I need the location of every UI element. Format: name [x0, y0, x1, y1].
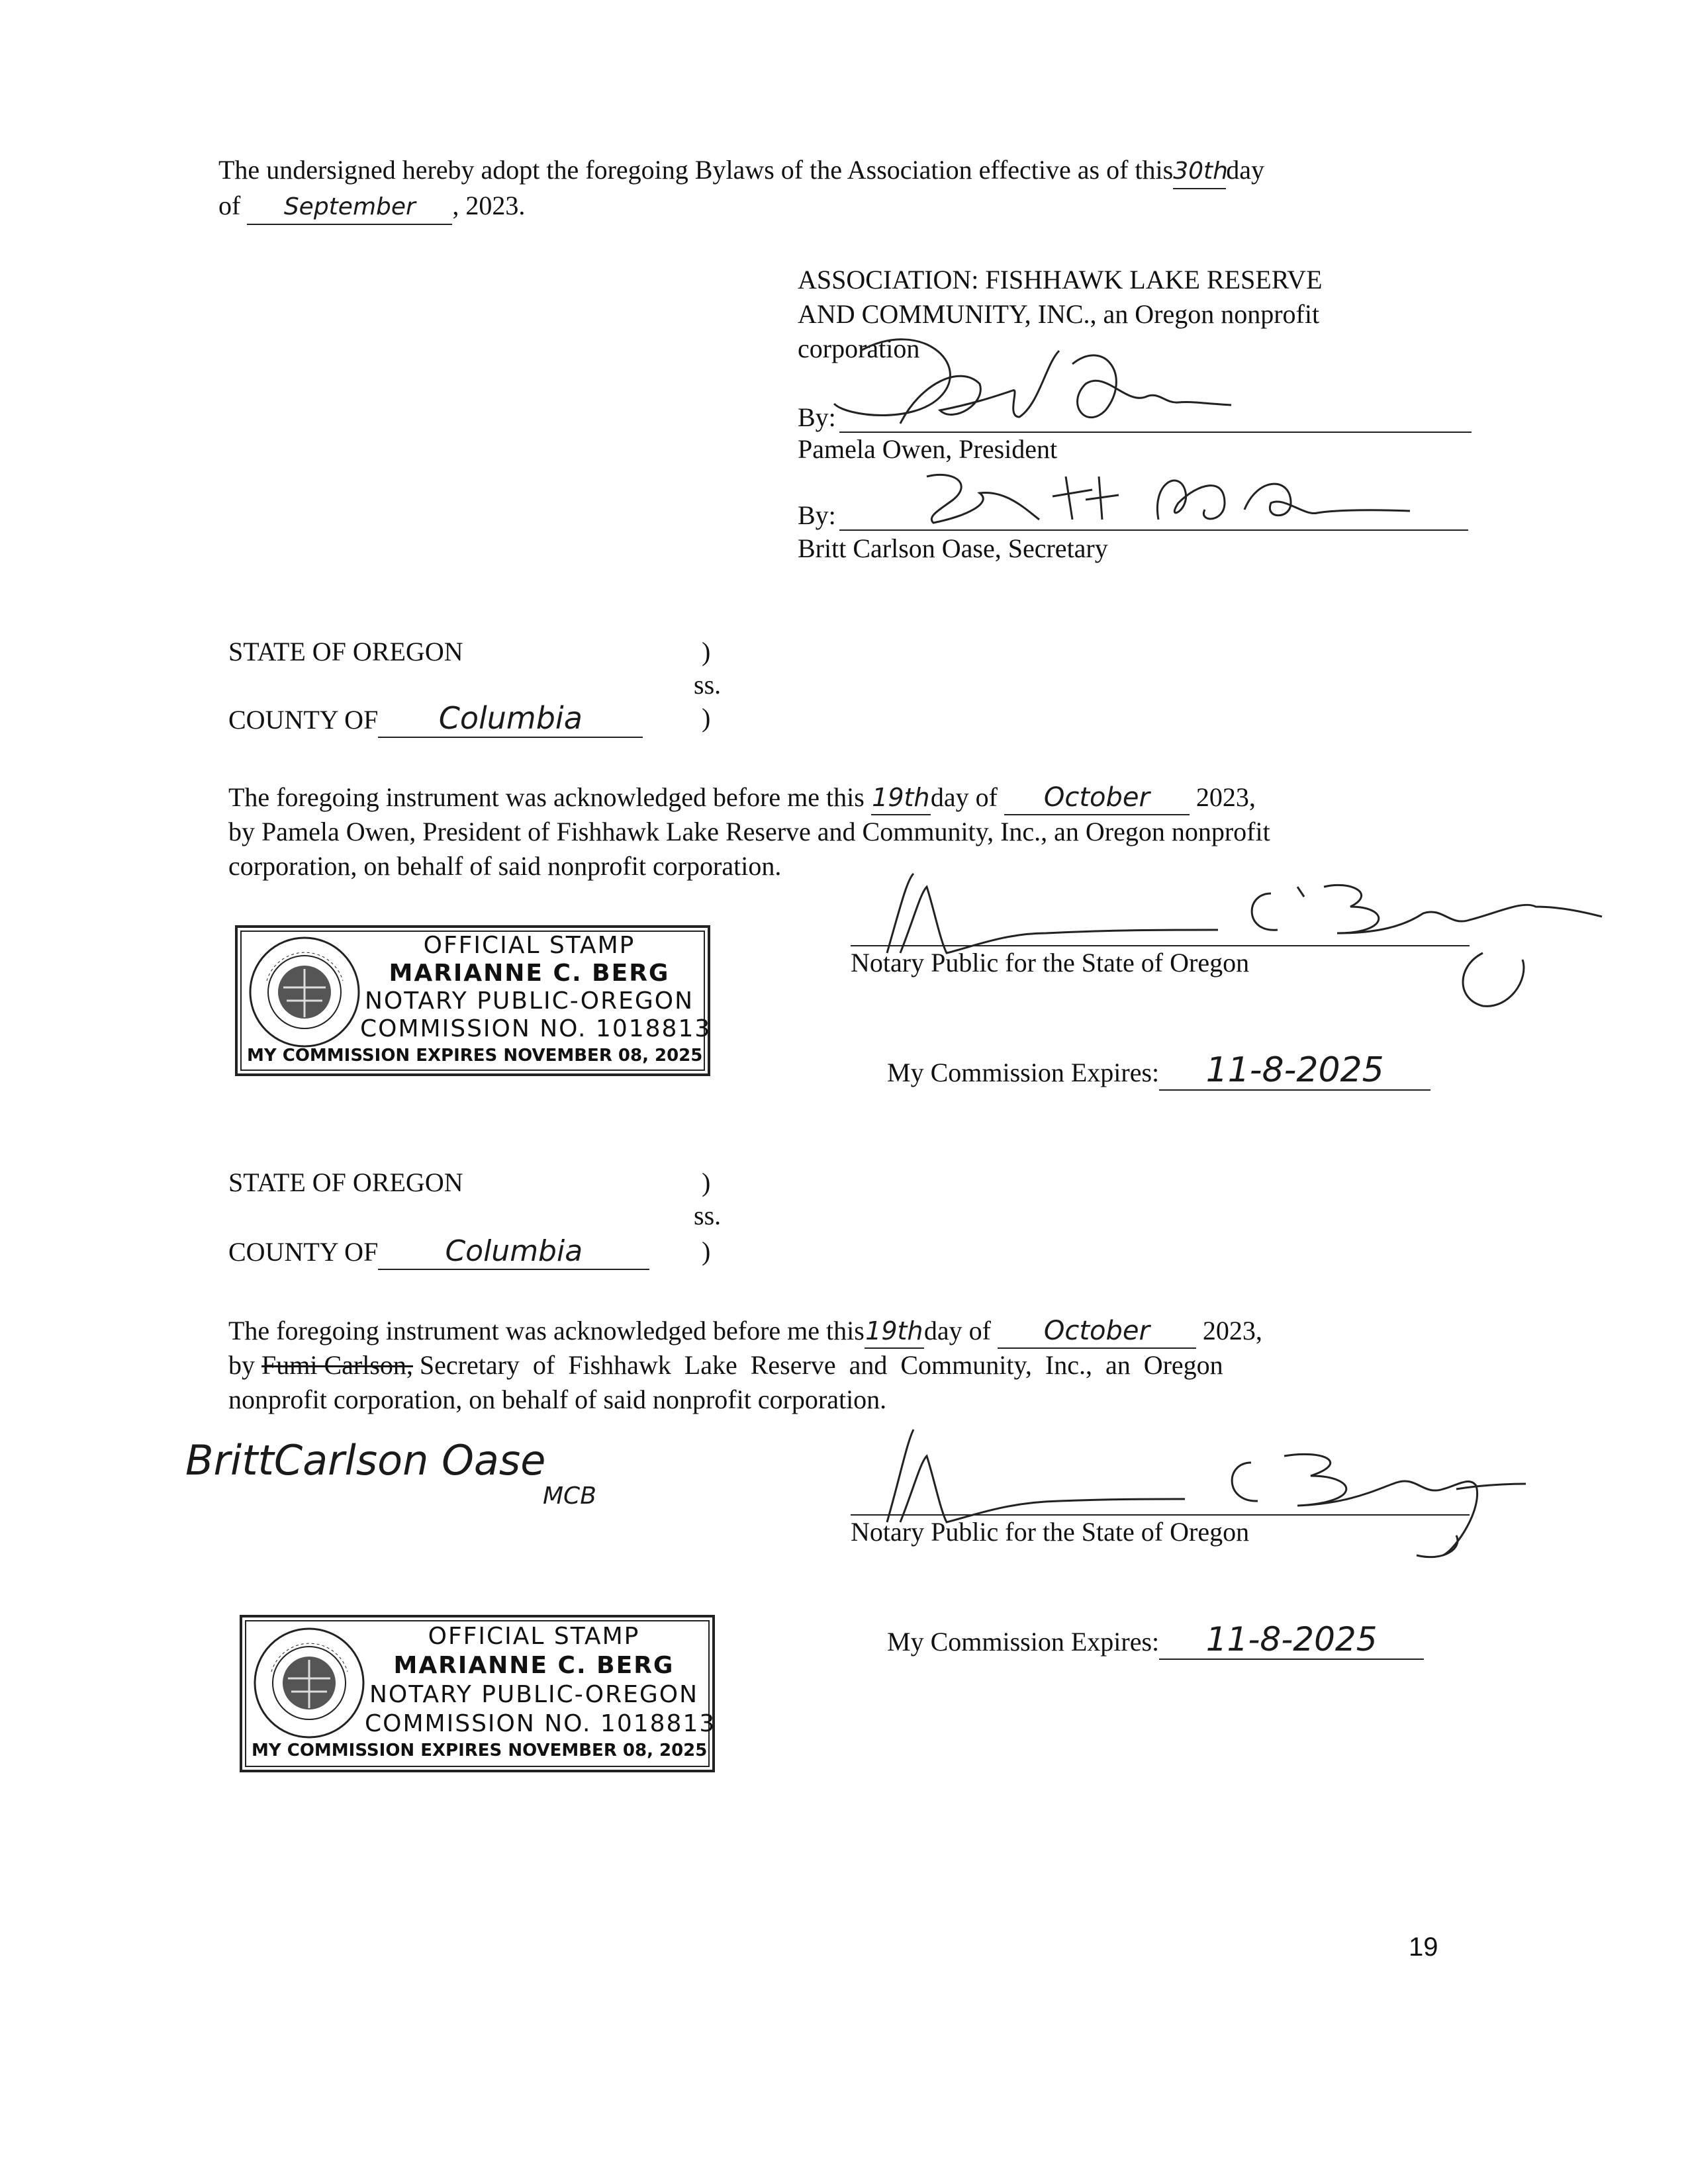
- by-label-secretary: By:: [798, 500, 836, 530]
- stamp-1-role: NOTARY PUBLIC-OREGON: [364, 987, 694, 1015]
- adoption-month-blank: [247, 189, 452, 225]
- handwritten-name-britt-carlson-oase: BrittCarlson Oase: [185, 1436, 546, 1484]
- stamp-2-role: NOTARY PUBLIC-OREGON: [369, 1681, 699, 1708]
- n1-month-blank: [1004, 781, 1190, 815]
- n2-state-label: STATE OF OREGON: [228, 1167, 463, 1197]
- n2-expires-label: My Commission Expires:: [887, 1627, 1160, 1657]
- stamp-1-name: MARIANNE C. BERG: [389, 960, 670, 987]
- n2-day-blank: [865, 1314, 924, 1349]
- n2-year: 2023,: [1202, 1316, 1262, 1345]
- n1-county-label: COUNTY OF: [228, 705, 379, 735]
- stamp-1-expires: MY COMMISSION EXPIRES NOVEMBER 08, 2025: [247, 1046, 703, 1066]
- n2-month-handwritten: October: [1043, 1316, 1150, 1346]
- n2-paren-bottom: ): [702, 1236, 711, 1266]
- adoption-line-2: [218, 189, 525, 225]
- official-stamp-1: [235, 925, 710, 1076]
- adoption-text: The undersigned hereby adopt the foregoing Bylaws of the Association effective as of this: [218, 155, 1174, 185]
- n1-expires-handwritten: 11-8-2025: [1205, 1050, 1384, 1090]
- stamp-2-expires: MY COMMISSION EXPIRES NOVEMBER 08, 2025: [252, 1741, 708, 1760]
- adoption-day-word: day: [1226, 155, 1264, 185]
- n2-by-word: by: [228, 1350, 255, 1380]
- signature-pamela-owen: [821, 324, 1244, 443]
- state-seal-icon: [247, 934, 363, 1050]
- n2-notary-label: Notary Public for the State of Oregon: [851, 1517, 1250, 1547]
- adoption-year: , 2023.: [452, 191, 526, 220]
- n2-county-line: [228, 1235, 649, 1270]
- adoption-day-blank: [1173, 154, 1226, 189]
- n2-ack-text: The foregoing instrument was acknowledged before me this: [228, 1316, 865, 1345]
- n1-ack-line-1: [228, 781, 1256, 815]
- adoption-day-handwritten: 30th: [1173, 158, 1228, 185]
- stamp-2-name: MARIANNE C. BERG: [393, 1652, 675, 1679]
- adoption-of-word: of: [218, 191, 241, 220]
- n2-county-handwritten: Columbia: [445, 1234, 583, 1268]
- n1-expires-line: [887, 1050, 1430, 1091]
- n1-ack-text: The foregoing instrument was acknowledged before me this: [228, 782, 865, 812]
- n1-month-handwritten: October: [1043, 782, 1150, 813]
- n1-ss: ss.: [694, 670, 722, 700]
- association-line-1: ASSOCIATION: FISHHAWK LAKE RESERVE: [798, 265, 1323, 295]
- stamp-1-commission: COMMISSION NO. 1018813: [360, 1015, 712, 1042]
- stamp-1-title: OFFICIAL STAMP: [423, 932, 635, 959]
- signature-britt-carlson-oase: [914, 463, 1417, 536]
- association-line-3: corporation: [798, 334, 920, 363]
- n2-county-label: COUNTY OF: [228, 1237, 379, 1267]
- n2-county-blank: [378, 1235, 649, 1270]
- stamp-2-title: OFFICIAL STAMP: [428, 1623, 640, 1650]
- n1-day-handwritten: 19th: [872, 783, 930, 812]
- n1-ack-line-3: corporation, on behalf of said nonprofit corporation.: [228, 851, 782, 881]
- n1-county-blank: [378, 702, 643, 738]
- n2-paren-top: ): [702, 1167, 711, 1197]
- n1-day-blank: [871, 781, 931, 815]
- n2-expires-blank: [1159, 1620, 1424, 1660]
- n2-day-handwritten: 19th: [865, 1316, 923, 1345]
- n1-county-handwritten: Columbia: [438, 700, 583, 736]
- n1-paren-bottom: ): [702, 703, 711, 733]
- association-line-2: AND COMMUNITY, INC., an Oregon nonprofit: [798, 299, 1320, 329]
- n1-paren-top: ): [702, 637, 711, 666]
- n2-expires-handwritten: 11-8-2025: [1205, 1620, 1378, 1659]
- handwritten-initials: MCB: [543, 1482, 596, 1510]
- n1-county-line: [228, 702, 643, 738]
- n2-ack-line-1: [228, 1314, 1262, 1349]
- n2-month-blank: [998, 1314, 1196, 1349]
- n1-day-of: day of: [930, 782, 998, 812]
- page-number: 19: [1409, 1933, 1438, 1962]
- n1-state-label: STATE OF OREGON: [228, 637, 463, 666]
- n1-notary-label: Notary Public for the State of Oregon: [851, 948, 1250, 978]
- signer-1-name: Pamela Owen, President: [798, 434, 1058, 464]
- by-label-president: By:: [798, 402, 836, 432]
- adoption-month-handwritten: September: [283, 193, 416, 220]
- n2-ss: ss.: [694, 1201, 722, 1230]
- state-seal-icon: [252, 1625, 367, 1741]
- notary-signature-2: [874, 1423, 1529, 1575]
- n1-expires-blank: [1159, 1050, 1430, 1091]
- n2-expires-line: [887, 1620, 1424, 1660]
- n2-day-of: day of: [923, 1316, 991, 1345]
- n2-ack-line-2: [228, 1349, 1223, 1382]
- n2-line-2-rest: Secretary of Fishhawk Lake Reserve and Community, Inc., an Oregon: [412, 1350, 1223, 1380]
- n1-ack-line-2: by Pamela Owen, President of Fishhawk Lake Reserve and Community, Inc., an Oregon nonprofit: [228, 817, 1270, 846]
- official-stamp-2: [240, 1615, 715, 1772]
- n2-ack-line-3: nonprofit corporation, on behalf of said nonprofit corporation.: [228, 1385, 887, 1414]
- adoption-line-1: [218, 154, 1264, 189]
- signer-2-name: Britt Carlson Oase, Secretary: [798, 533, 1108, 563]
- n1-year: 2023,: [1196, 782, 1256, 812]
- n1-expires-label: My Commission Expires:: [887, 1058, 1160, 1087]
- n2-struck-name: Fumi Carlson,: [261, 1350, 413, 1380]
- stamp-2-commission: COMMISSION NO. 1018813: [365, 1710, 716, 1737]
- notary-signature-1: [874, 867, 1609, 1019]
